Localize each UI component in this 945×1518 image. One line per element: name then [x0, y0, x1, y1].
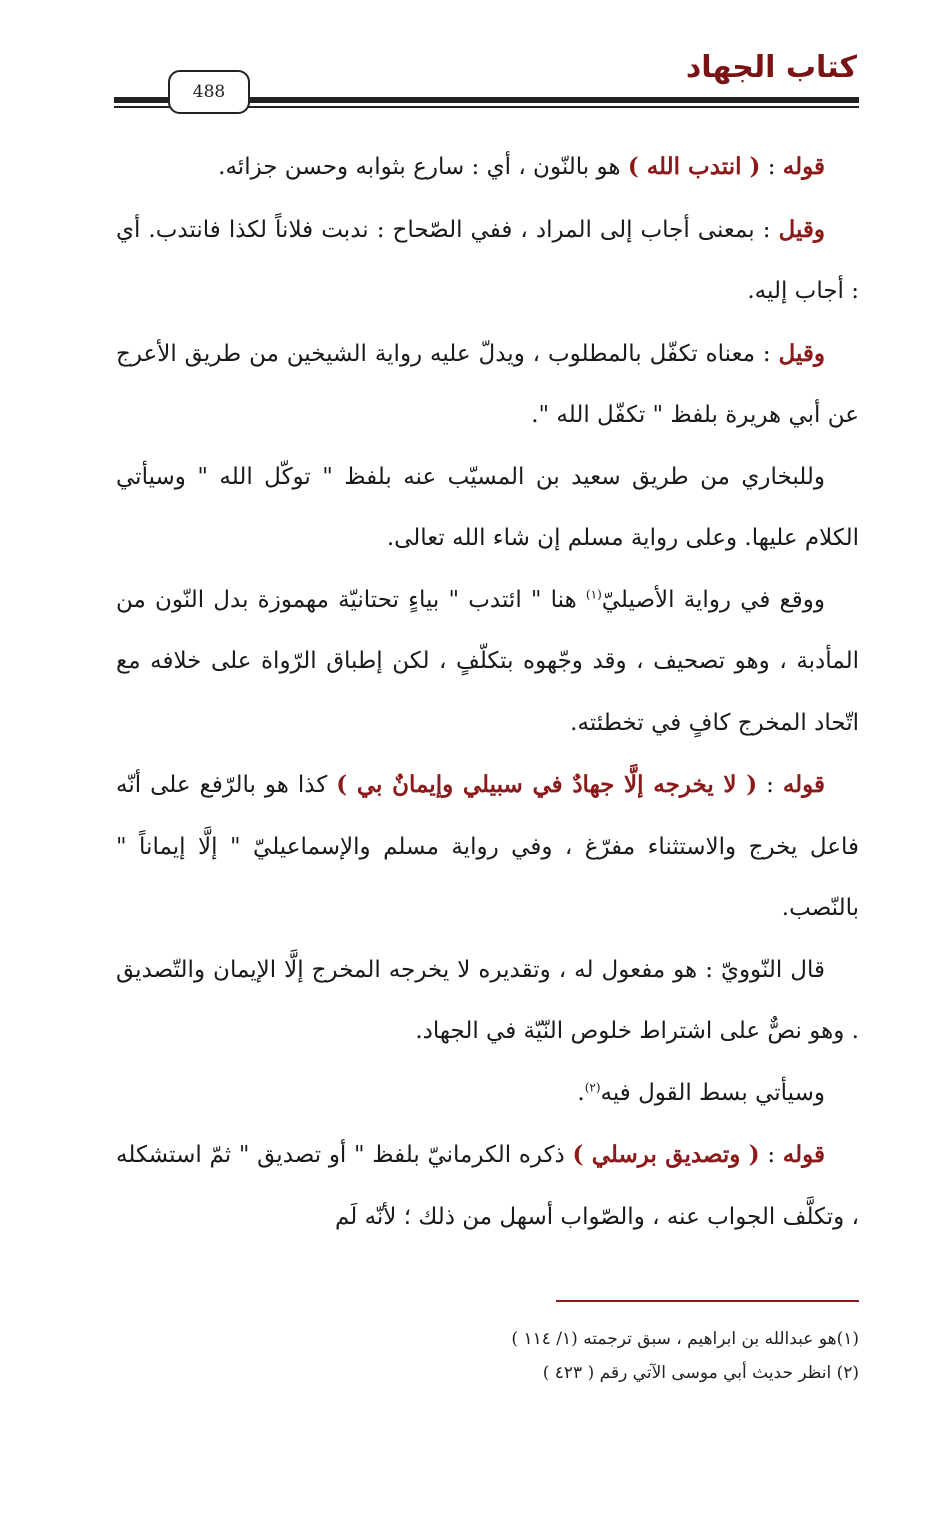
- paragraph-text: هو بالنّون ، أي : سارع بثوابه وحسن جزائه.: [218, 154, 628, 180]
- paragraph-text: هنا " ائتدب " بياءٍ تحتانيّة مهموزة بدل النّون من المأدبة ، وهو تصحيف ، وقد وجّهوه بتكلّفٍ ، لكن إطباق الرّواة على خلافه مع اتّحاد المخرج كافٍ في تخطئته.: [116, 586, 859, 736]
- paragraph: [116, 1063, 859, 1125]
- separator: :: [755, 340, 779, 367]
- paragraph: [116, 570, 859, 755]
- paragraph: [116, 754, 859, 940]
- paragraph: [116, 199, 859, 323]
- main-text: [116, 136, 859, 1248]
- keyword: قوله: [782, 771, 826, 798]
- paragraph-text: .: [577, 1079, 585, 1106]
- footnote-ref[interactable]: (٢): [584, 1079, 601, 1094]
- paragraph-text: وسيأتي بسط القول فيه: [600, 1079, 825, 1106]
- paragraph-text: معناه تكفّل بالمطلوب ، ويدلّ عليه رواية الشيخين من طريق الأعرج عن أبي هريرة بلفظ " تكفّل الله ".: [116, 340, 859, 428]
- separator: :: [757, 772, 783, 798]
- paragraph: [116, 323, 859, 447]
- paragraph-text: ذكره الكرمانيّ بلفظ " أو تصديق " ثمّ استشكله ، وتكلَّف الجواب عنه ، والصّواب أسهل من ذلك ؛ لأنّه لَم: [116, 1142, 859, 1230]
- book-title: كتاب الجهاد: [685, 50, 857, 85]
- keyword: وقيل: [778, 215, 826, 243]
- paragraph-text: كذا هو بالرّفع على أنّه فاعل يخرج والاستثناء مفرّغ ، وفي رواية مسلم والإسماعيليّ " إلَّا إيماناً " بالنّصب.: [116, 772, 859, 921]
- paragraph: [116, 940, 859, 1063]
- paragraph-text: ووقع في رواية الأصيليّ: [601, 586, 826, 613]
- page-number-badge: 488: [168, 70, 250, 114]
- footnote-separator: [556, 1300, 859, 1302]
- paragraph-text: قال النّوويّ : هو مفعول له ، وتقديره لا يخرجه المخرج إلَّا الإيمان والتّصديق . وهو نصٌّ على اشتراط خلوص النّيّة في الجهاد.: [116, 956, 859, 1044]
- footnotes: [116, 1322, 859, 1390]
- keyword: وقيل: [778, 339, 825, 367]
- separator: :: [759, 1142, 783, 1168]
- paragraph: [116, 136, 859, 199]
- footnote: (٢) انظر حديث أبي موسى الآتي رقم ( ٤٢٣ ): [542, 1363, 859, 1383]
- paragraph: [116, 1124, 859, 1248]
- hadith-quote: ( انتدب الله ): [627, 153, 761, 180]
- hadith-quote: ( لا يخرجه إلَّا جهادٌ في سبيلي وإيمانٌ بي ): [336, 771, 758, 798]
- separator: :: [754, 216, 779, 243]
- paragraph: [116, 447, 859, 570]
- footnote: (١)هو عبدالله بن ابراهيم ، سبق ترجمته (١/ ١١٤ ): [511, 1329, 859, 1349]
- footnote-ref[interactable]: (١): [585, 586, 602, 601]
- separator: :: [760, 154, 783, 180]
- paragraph-text: بمعنى أجاب إلى المراد ، ففي الصّحاح : ندبت فلاناً لكذا فانتدب. أي : أجاب إليه.: [116, 216, 859, 304]
- keyword: قوله: [782, 153, 825, 180]
- keyword: قوله: [782, 1141, 825, 1168]
- hadith-quote: ( وتصديق برسلي ): [572, 1141, 760, 1168]
- paragraph-text: وللبخاري من طريق سعيد بن المسيّب عنه بلفظ " توكّل الله " وسيأتي الكلام عليها. وعلى رواية مسلم إن شاء الله تعالى.: [116, 463, 859, 551]
